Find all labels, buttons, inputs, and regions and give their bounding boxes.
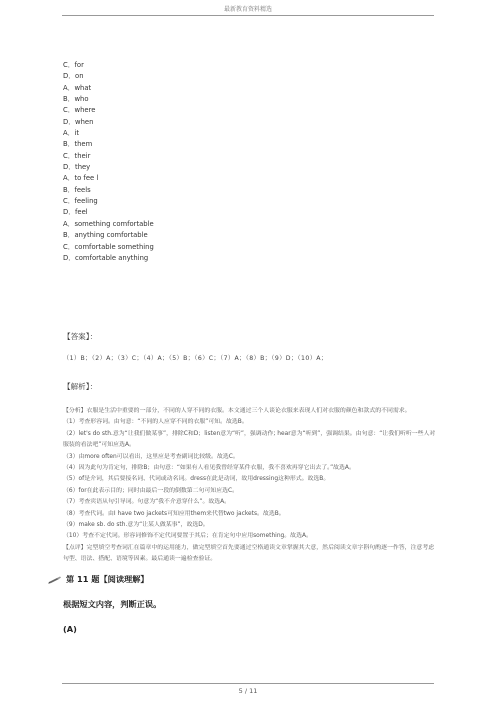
header-title: 最新教育资料精选 (223, 6, 272, 13)
analysis-line: （4）因为此句为肯定句，排除B；由句意：“如果有人看见我曾经穿某件衣服，我不喜欢再穿它出去了。”故选A。 (63, 465, 355, 472)
option-item: C．where (63, 106, 96, 115)
analysis-line: （10）考查不定代词。形容词修饰不定代词要置于其后；在肯定句中应用something。故选A。 (63, 533, 312, 540)
analysis-line: （2）let's do sth.意为“让我们做某事”，排除C和D；listen意为“听”，强调动作; hear意为“听到”，强调结果。由句意：“让我们听听一些人对服装的看法吧”可知应选A。 (63, 430, 436, 449)
question-title: 第 11 题【阅读理解】 (66, 574, 149, 584)
footer-divider (62, 683, 434, 684)
analysis-line: （5）of是介词，其后要接名词、代词或动名词。dress在此是动词，故用dressing这种形式。故选B。 (63, 476, 330, 483)
option-item: B．who (63, 95, 89, 104)
analysis-body (63, 406, 438, 566)
option-item: D．when (63, 117, 94, 126)
option-item: D．they (63, 163, 91, 172)
option-item: C．for (63, 61, 84, 69)
option-item: A．something comfortable (63, 219, 154, 228)
analysis-line: （3）由more often可以看出，这里应是考查副词比较级。故选C。 (63, 453, 239, 460)
analysis-line: （8）考查代词。由I have two jackets可知应用them来代替two jackets。故选B。 (63, 510, 285, 517)
analysis-line: （1）考查形容词。由句意：“不同的人应穿不同的衣服”可知。故选B。 (63, 419, 248, 426)
analysis-line: 【点评】完型填空考查词汇在篇章中的运用能力，做完型填空首先要通过空格通读文章掌握其大意，然后阅读文章字斟句酌逐一作答，注意考虑句型、语法、搭配、语境等因素。最后通读一遍检查验证。 (63, 544, 435, 563)
pen-icon (48, 576, 62, 584)
analysis-line: （6）for在此表示目的；同时由最后一段的倒数第二句可知应选C。 (63, 487, 239, 494)
option-item: A．it (63, 129, 79, 138)
option-item: B．them (63, 140, 93, 149)
section-label: (A) (63, 624, 77, 634)
option-item: B．anything comfortable (63, 231, 148, 240)
option-item: C．their (63, 151, 91, 160)
answer-text: （1）B；（2）A；（3）C；（4）A；（5）B；（6）C；（7）A；（8）B；（9）D；（10）A； (63, 355, 328, 362)
option-item: D．on (63, 72, 84, 81)
option-item: C．feeling (63, 197, 98, 206)
header-divider (62, 15, 434, 16)
question-heading (48, 574, 149, 585)
option-list (63, 60, 443, 264)
option-item: B．feels (63, 185, 91, 194)
page-number: 5 / 11 (238, 687, 258, 695)
analysis-line: （7）考查宾语从句引导词。句意为“我不介意穿什么”。故选A。 (63, 499, 231, 506)
option-item: C．comfortable something (63, 242, 154, 251)
option-item: D．comfortable anything (63, 253, 149, 262)
option-item: A．to fee l (63, 174, 99, 183)
question-instruction: 根据短文内容，判断正误。 (63, 599, 162, 609)
option-item: A．what (63, 83, 92, 92)
option-item: D．feel (63, 208, 88, 217)
analysis-line: （9）make sb. do sth.意为“让某人做某事”，故选D。 (63, 522, 209, 529)
analysis-line: 【分析】衣服是生活中重要的一部分，不同的人穿不同的衣服。本文通过三个人谈论衣服来表现人们对衣服的颜色和款式的不同需求。 (63, 408, 411, 414)
analysis-heading: 【解析】： (63, 382, 98, 391)
answer-heading: 【答案】： (63, 332, 98, 341)
